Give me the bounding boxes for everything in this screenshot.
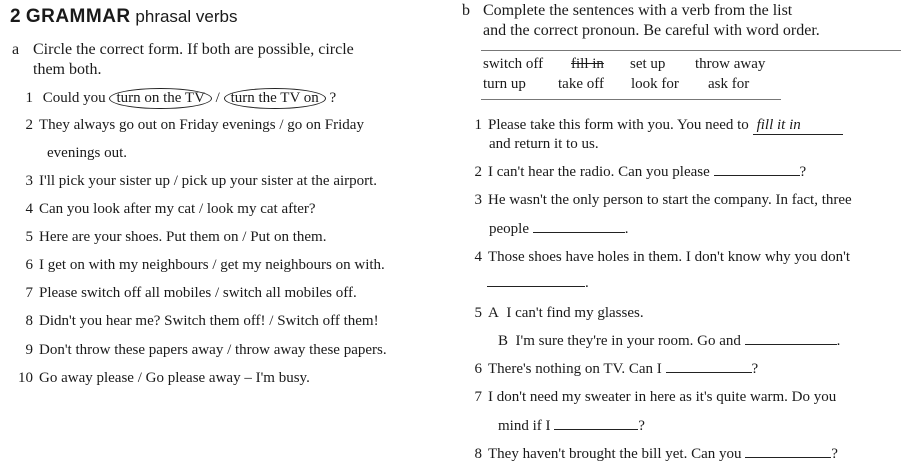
item-text-pre: Could you — [42, 90, 106, 106]
answer-blank-6[interactable] — [666, 372, 752, 373]
item-text: I can't find my glasses. — [506, 305, 644, 321]
item-text: mind if I — [498, 418, 551, 434]
part-b-item-6 — [462, 361, 758, 378]
item-text-post: ? — [329, 90, 337, 106]
answer-blank-5[interactable] — [745, 344, 837, 345]
part-a-item-10 — [13, 370, 310, 387]
answer-blank-3[interactable] — [533, 232, 625, 233]
part-a-item-1 — [13, 88, 336, 109]
item-text: I don't need my sweater in here as it's quite warm. Do you — [488, 389, 837, 405]
section-title: GRAMMAR — [25, 6, 131, 27]
word-turn-up: turn up — [483, 76, 526, 92]
item-number: 7 — [25, 285, 33, 301]
item-end: . — [624, 221, 629, 237]
part-b-item-3-continued — [489, 221, 628, 238]
part-b-instruction-line1: Complete the sentences with a verb from the list — [483, 2, 793, 19]
item-number: 6 — [474, 361, 482, 377]
item-end: . — [585, 275, 589, 291]
item-number: 6 — [25, 257, 33, 273]
part-b-item-5b — [498, 333, 840, 350]
part-b-item-2 — [462, 164, 806, 181]
item-text[interactable]: Please switch off all mobiles / switch all mobiles off. — [39, 285, 357, 301]
speaker-a: A — [488, 305, 499, 321]
part-b-item-3 — [462, 192, 852, 209]
section-number: 2 — [10, 6, 22, 27]
circled-option-2[interactable]: turn the TV on — [224, 88, 326, 109]
part-b-item-7 — [462, 389, 836, 406]
part-a-item-6 — [13, 257, 385, 274]
circled-option-1[interactable]: turn on the TV — [109, 88, 211, 109]
answer-blank-7[interactable] — [554, 429, 638, 430]
item-end: . — [836, 333, 841, 349]
part-b-item-4-continued — [487, 275, 589, 292]
item-number: 2 — [474, 164, 482, 180]
part-b-item-1 — [462, 117, 843, 135]
item-end: ? — [638, 418, 645, 434]
part-b-item-5a — [462, 305, 644, 322]
item-number: 3 — [25, 173, 33, 189]
answer-blank-4[interactable] — [487, 286, 585, 287]
item-end: ? — [799, 164, 807, 180]
item-number: 7 — [474, 389, 482, 405]
word-fill-in-crossed: fill in — [571, 56, 604, 72]
word-box-top-rule — [481, 50, 901, 51]
part-b-item-4 — [462, 249, 850, 266]
item-text[interactable]: Can you look after my cat / look my cat after? — [39, 201, 316, 217]
part-a-item-7 — [13, 285, 357, 302]
option-separator: / — [215, 90, 220, 106]
word-throw-away: throw away — [695, 56, 766, 72]
item-text[interactable]: Go away please / Go please away – I'm busy. — [39, 370, 310, 386]
item-text[interactable]: I'll pick your sister up / pick up your sister at the airport. — [39, 173, 378, 189]
speaker-b: B — [498, 333, 509, 349]
item-number: 10 — [18, 370, 33, 386]
item-number: 2 — [25, 117, 33, 133]
part-a-instruction-line2: them both. — [33, 61, 102, 78]
part-a-item-8 — [13, 313, 379, 330]
part-b-letter: b — [462, 2, 470, 19]
item-end: ? — [831, 446, 838, 462]
part-a-item-4 — [13, 201, 316, 218]
answer-blank-8[interactable] — [745, 457, 831, 458]
word-switch-off: switch off — [483, 56, 544, 72]
item-text[interactable]: They always go out on Friday evenings / go on Friday — [39, 117, 364, 133]
item-text: They haven't brought the bill yet. Can you — [488, 446, 742, 462]
item-number: 9 — [25, 342, 33, 358]
word-look-for: look for — [631, 76, 679, 92]
word-take-off: take off — [558, 76, 604, 92]
answer-blank-1[interactable] — [753, 117, 843, 135]
item-text: He wasn't the only person to start the company. In fact, three — [488, 192, 852, 208]
section-subtitle: phrasal verbs — [135, 7, 238, 26]
item-number: 5 — [474, 305, 482, 321]
item-number: 5 — [25, 229, 33, 245]
example-answer: fill it in — [756, 117, 801, 133]
item-number: 3 — [474, 192, 482, 208]
item-number: 8 — [25, 313, 33, 329]
part-a-item-5 — [13, 229, 326, 246]
item-text: people — [489, 221, 529, 237]
part-a-item-3 — [13, 173, 377, 190]
part-b-item-8 — [462, 446, 838, 463]
item-number: 4 — [474, 249, 482, 265]
word-ask-for: ask for — [708, 76, 750, 92]
word-box-bottom-rule — [481, 99, 781, 100]
item-text: I'm sure they're in your room. Go and — [515, 333, 741, 349]
item-end: ? — [751, 361, 759, 377]
item-text[interactable]: Didn't you hear me? Switch them off! / Switch off them! — [39, 313, 379, 329]
item-number: 8 — [474, 446, 482, 462]
item-number: 4 — [25, 201, 33, 217]
word-set-up: set up — [630, 56, 666, 72]
part-b-item-7-continued — [498, 418, 645, 435]
item-number: 1 — [25, 90, 33, 106]
part-b-instruction-line2: and the correct pronoun. Be careful with word order. — [483, 22, 820, 39]
part-b-item-1-continued: and return it to us. — [489, 136, 599, 152]
item-text: I can't hear the radio. Can you please — [488, 164, 710, 180]
item-text[interactable]: Here are your shoes. Put them on / Put on them. — [39, 229, 327, 245]
item-text[interactable]: Don't throw these papers away / throw away these papers. — [39, 342, 387, 358]
item-text: Please take this form with you. You need to — [488, 117, 749, 133]
part-a-item-2 — [13, 117, 364, 134]
item-text: There's nothing on TV. Can I — [488, 361, 662, 377]
part-a-instruction-line1: Circle the correct form. If both are possible, circle — [33, 41, 354, 58]
item-text: Those shoes have holes in them. I don't know why you don't — [488, 249, 851, 265]
item-text[interactable]: I get on with my neighbours / get my neighbours on with. — [39, 257, 385, 273]
item-number: 1 — [474, 117, 482, 133]
part-a-letter: a — [12, 41, 20, 58]
part-a-item-9 — [13, 342, 387, 359]
answer-blank-2[interactable] — [714, 175, 800, 176]
section-heading — [10, 6, 237, 28]
part-a-item-2-continued[interactable]: evenings out. — [47, 145, 127, 161]
